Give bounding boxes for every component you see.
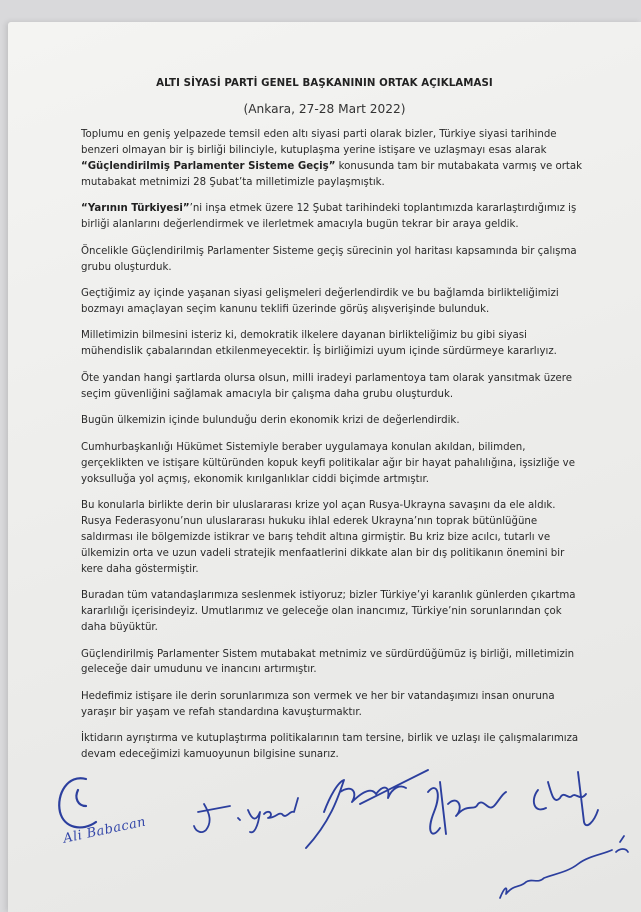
page-title: ALTI SİYASİ PARTİ GENEL BAŞKANININ ORTAK AÇIKLAMASI	[156, 78, 493, 89]
paragraph-4: Geçtiğimiz ay içinde yaşanan siyasi gelişmeleri değerlendirdik ve bu bağlamda birlikteliğimizi bozmayı amaçlayan seçim kanunu teklifi üzerinde görüş alışverişinde bulunduk.	[81, 288, 559, 315]
signature-4	[428, 782, 506, 834]
paragraph-1-text-a: Toplumu en geniş yelpazede temsil eden altı siyasi parti olarak bizler, Türkiye siyasi tarihinde benzeri olmayan bir iş birliği bilinciyle, kutuplaşma yerine istişare ve uzlaşmayı esas alarak	[81, 129, 557, 156]
paragraph-13: İktidarın ayrıştırma ve kutuplaştırma politikalarının tam tersine, birlik ve uzlaşı ile çalışmalarımıza devam edeceğimizi kamuoyunun bilgisine sunarız.	[81, 733, 579, 761]
paragraph-8: Cumhurbaşkanlığı Hükümet Sistemiyle beraber uygulamaya konulan akıldan, bilimden, gerçeklikten ve istişare kültüründen kopuk keyfi politikalar ağır bir hayat pahalılığına, işsizliğe ve yoksulluğa yol açmış, ekonomik kırılganlıklar ciddi biçimde artmıştır.	[81, 441, 575, 485]
handwritten-name: Ali Babacan	[62, 814, 148, 847]
paragraph-12: Hedefimiz istişare ile derin sorunlarımıza son vermek ve her bir vatandaşımızı insan onuruna yaraşır bir yaşam ve refah standardına kavuşturmaktır.	[81, 690, 555, 718]
paragraph-2-emphasis: “Yarının Türkiyesi”	[81, 203, 190, 215]
paragraph-2	[81, 201, 587, 233]
document-page	[8, 22, 641, 912]
document-body	[81, 127, 587, 774]
paragraph-2-text: ’ni inşa etmek üzere 12 Şubat tarihindeki toplantımızda kararlaştırdığımız iş birliği alanlarını değerlendirmek ve ilerletmek amacıyla bugün tekrar bir araya geldik.	[81, 203, 577, 231]
paragraph-5: Milletimizin bilmesini isteriz ki, demokratik ilkelere dayanan birlikteliğimiz bu gibi siyasi mühendislik çabalarından etkilenmeyecektir. İş birliğimizi uyum içinde sürdürmeye kararlıyız.	[81, 330, 557, 358]
signature-5	[534, 772, 598, 825]
paragraph-11: Güçlendirilmiş Parlamenter Sistem mutabakat metnimiz ve sürdürdüğümüz iş birliği, milletimizin geleceğe dair umudunu ve inancını artırmıştır.	[81, 648, 575, 676]
place-date: (Ankara, 27-28 Mart 2022)	[243, 102, 406, 116]
signature-2	[194, 798, 298, 832]
paragraph-1-text-c: konusunda tam bir mutabakata varmış ve ortak mutabakat metnimizi 28 Şubat’ta milletimizle paylaşmıştık.	[81, 160, 583, 188]
paragraph-10: Buradan tüm vatandaşlarımıza seslenmek istiyoruz; bizler Türkiye’yi karanlık günlerden çıkartma kararlılığı içerisindeyiz. Umutlarımız ve geleceğe olan inancımız, Türkiye’nin sorunlarından çok daha büyüktür.	[81, 590, 576, 633]
paragraph-9: Bu konularla birlikte derin bir uluslararası krize yol açan Rusya-Ukrayna savaşını da ele aldık. Rusya Federasyonu’nun uluslararası hukuku ihlal ederek Ukrayna’nın toprak bütünlüğüne saldırması ile bölgemizde istikrar ve barış tehdit altına girmiştir. Bu kriz bize acılcı, tutarlı ve ülkemizin orta ve uzun vadeli stratejik menfaatlerini dikkate alan bir dış politikanın önemini bir kere daha göstermiştir.	[81, 500, 565, 575]
paragraph-1-emphasis: “Güçlendirilmiş Parlamenter Sisteme Geçiş”	[81, 160, 336, 172]
paragraph-7: Bugün ülkemizin içinde bulunduğu derin ekonomik krizi de değerlendirdik.	[81, 415, 460, 427]
signature-3	[306, 770, 428, 848]
signature-6	[500, 836, 628, 898]
paragraph-1	[81, 127, 587, 191]
paragraph-6: Öte yandan hangi şartlarda olursa olsun, milli iradeyi parlamentoya tam olarak yansıtmak üzere seçim güvenliğini sağlamak amacıyla bir çalışma daha grubu oluşturduk.	[81, 372, 573, 400]
signature-1	[59, 778, 96, 827]
paragraph-3: Öncelikle Güçlendirilmiş Parlamenter Sisteme geçiş sürecinin yol haritası kapsamında bir çalışma grubu oluşturduk.	[81, 245, 577, 273]
